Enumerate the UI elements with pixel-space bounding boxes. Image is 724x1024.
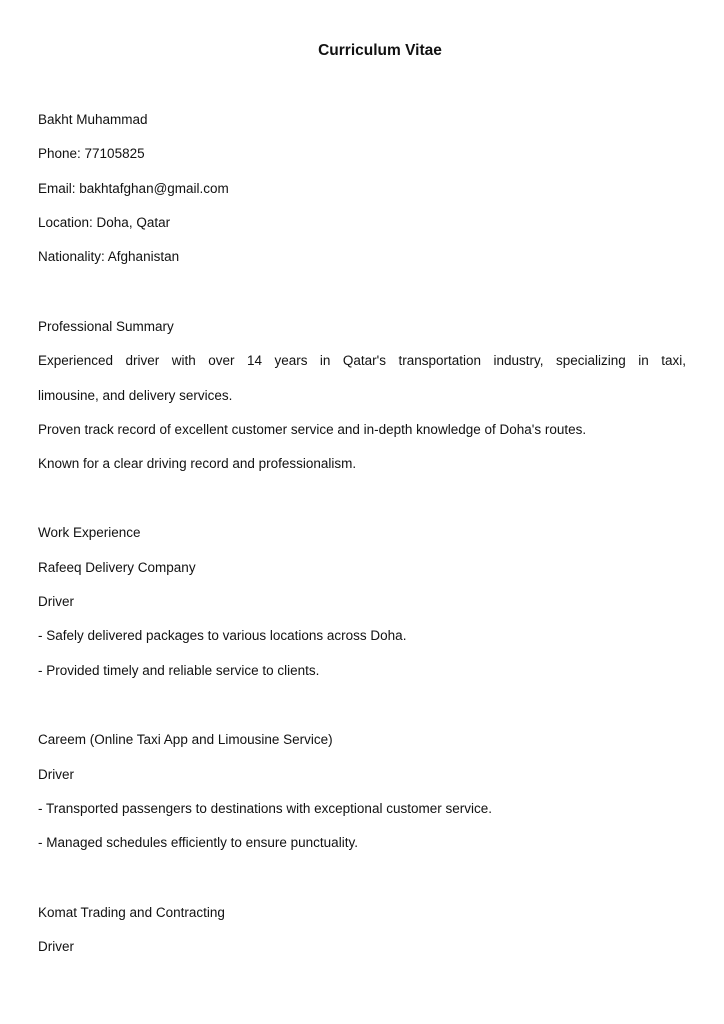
- job-role: Driver: [38, 594, 74, 609]
- job-role: Driver: [38, 939, 74, 954]
- contact-phone: Phone: 77105825: [38, 146, 145, 161]
- job-bullet: - Provided timely and reliable service to clients.: [38, 663, 320, 678]
- experience-heading: Work Experience: [38, 525, 141, 540]
- job-company: Komat Trading and Contracting: [38, 905, 225, 920]
- contact-location: Location: Doha, Qatar: [38, 215, 171, 230]
- summary-line: limousine, and delivery services.: [38, 388, 233, 403]
- contact-nationality: Nationality: Afghanistan: [38, 249, 180, 264]
- page-title: Curriculum Vitae: [318, 42, 442, 59]
- job-company: Rafeeq Delivery Company: [38, 560, 196, 575]
- job-bullet: - Managed schedules efficiently to ensure punctuality.: [38, 835, 358, 850]
- summary-heading: Professional Summary: [38, 319, 174, 334]
- job-bullet: - Transported passengers to destinations with exceptional customer service.: [38, 801, 492, 816]
- summary-line: Proven track record of excellent customer service and in-depth knowledge of Doha's routes.: [38, 422, 587, 437]
- contact-name: Bakht Muhammad: [38, 112, 148, 127]
- job-company: Careem (Online Taxi App and Limousine Service): [38, 732, 333, 747]
- summary-line: Experienced driver with over 14 years in Qatar's transportation industry, specializing in taxi,: [38, 353, 686, 368]
- job-bullet: - Safely delivered packages to various locations across Doha.: [38, 628, 407, 643]
- contact-email: Email: bakhtafghan@gmail.com: [38, 181, 229, 196]
- summary-line: Known for a clear driving record and professionalism.: [38, 456, 357, 471]
- job-role: Driver: [38, 767, 74, 782]
